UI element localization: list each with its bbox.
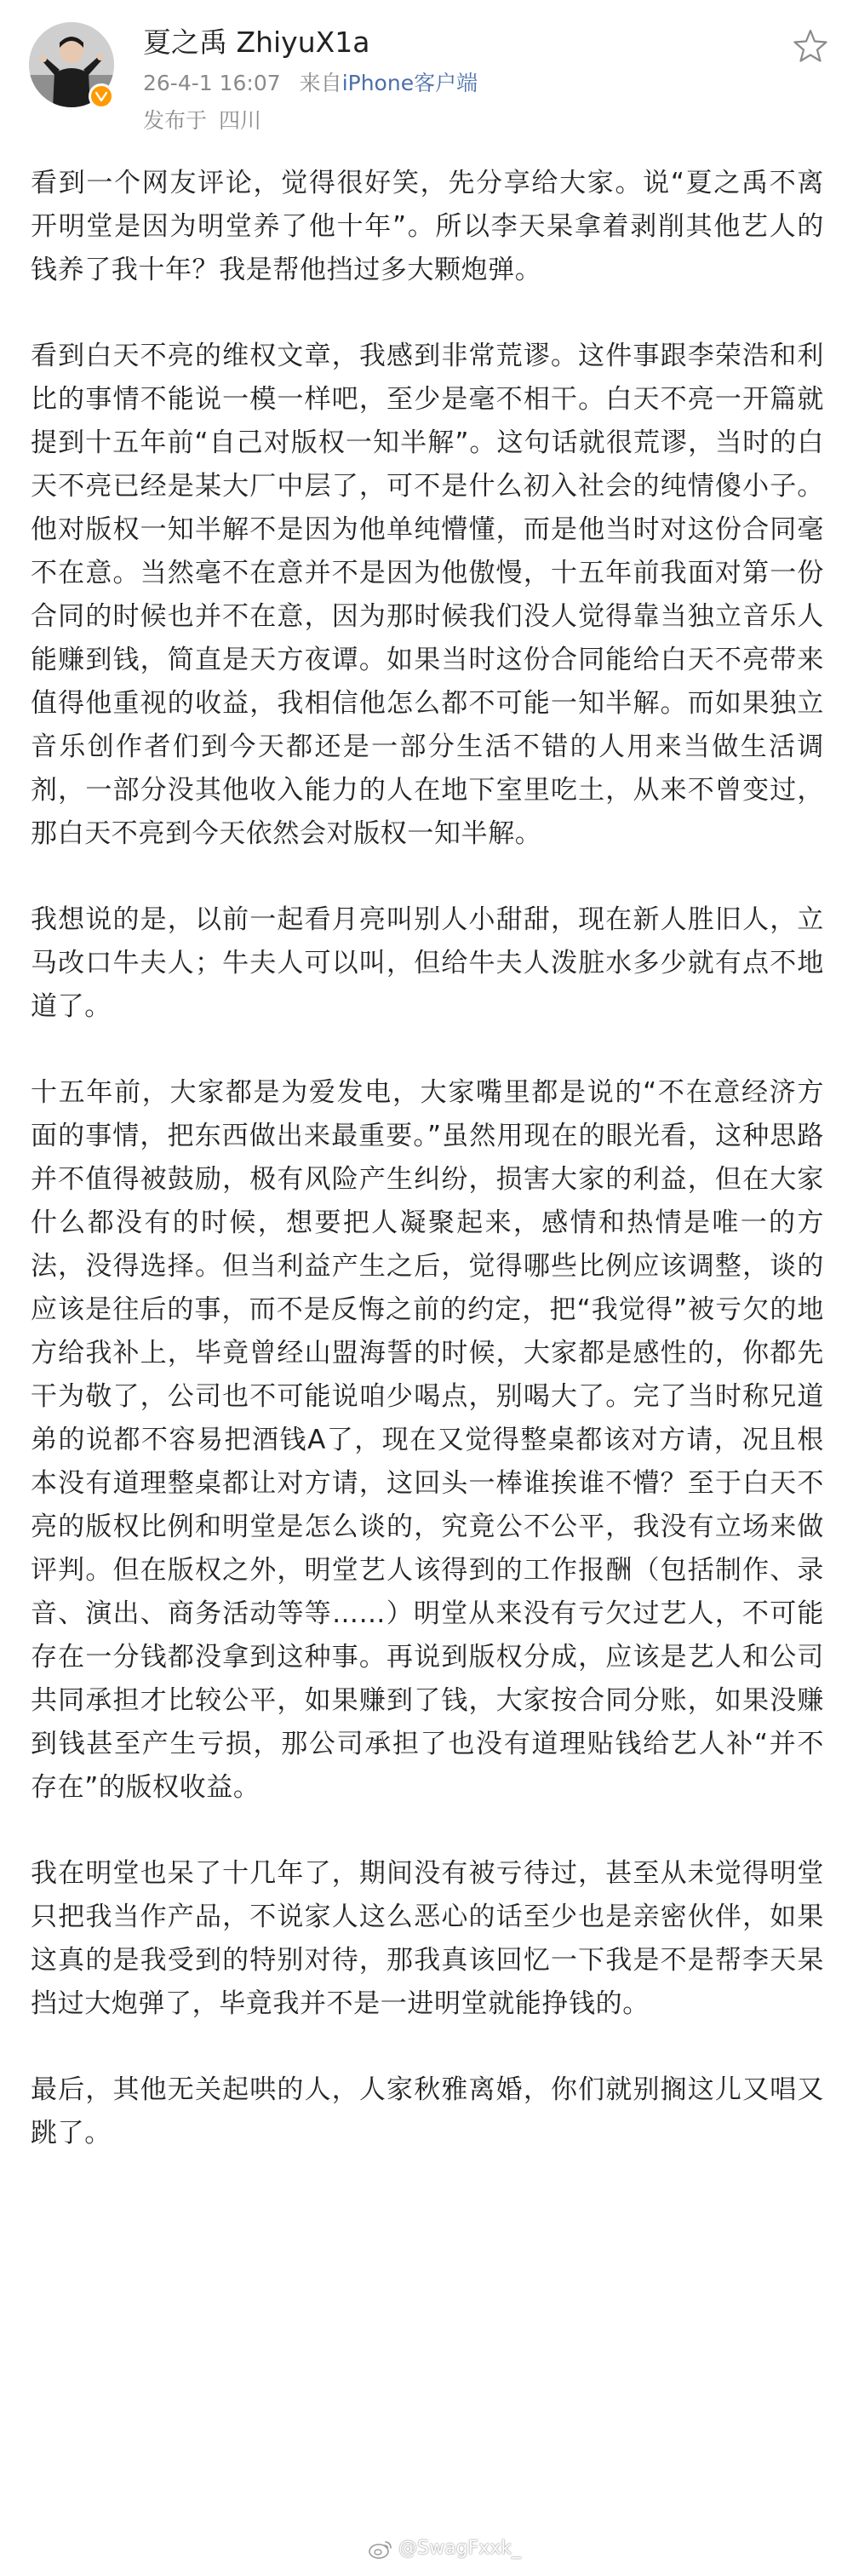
post-paragraph: 十五年前，大家都是为爱发电，大家嘴里都是说的“不在意经济方面的事情，把东西做出来最重要。”虽然用现在的眼光看，这种思路并不值得被鼓励，极有风险产生纠纷，损害大家的利益，但在大家什么都没有的时候，想要把人凝聚起来，感情和热情是唯一的方法，没得选择。但当利益产生之后，觉得哪些比例应该调整，谈的应该是往后的事，而不是反悔之前的约定，把“我觉得”被亏欠的地方给我补上，毕竟曾经山盟海誓的时候，大家都是感性的，你都先干为敬了，公司也不可能说咱少喝点，别喝大了。完了当时称兄道弟的说都不容易把酒钱A了，现在又觉得整桌都该对方请，况且根本没有道理整桌都让对方请，这回头一棒谁挨谁不懵？至于白天不亮的版权比例和明堂是怎么谈的，究竟公不公平，我没有立场来做评判。但在版权之外，明堂艺人该得到的工作报酬（包括制作、录音、演出、商务活动等等……）明堂从来没有亏欠过艺人，不可能存在一分钱都没拿到这种事。再说到版权分成，应该是艺人和公司共同承担才比较公平，如果赚到了钱，大家按合同分账，如果没赚到钱甚至产生亏损，那公司承担了也没有道理贴钱给艺人补“并不存在”的版权收益。	[31, 1077, 824, 1803]
star-outline-icon[interactable]	[792, 27, 829, 65]
post-meta	[143, 70, 478, 97]
source-link[interactable]: iPhone客户端	[341, 71, 478, 95]
watermark	[368, 2536, 521, 2562]
post-paragraph: 最后，其他无关起哄的人，人家秋雅离婚，你们就别搁这儿又唱又跳了。	[31, 2074, 824, 2149]
author-name[interactable]: 夏之禹 ZhiyuX1a	[143, 26, 370, 59]
watermark-text: @SwagFxxk_	[398, 2538, 521, 2559]
post-timestamp: 26-4-1 16:07	[143, 71, 281, 95]
location-value: 四川	[219, 108, 262, 133]
post-paragraph: 我想说的是，以前一起看月亮叫别人小甜甜，现在新人胜旧人，立马改口牛夫人；牛夫人可以叫，但给牛夫人泼脏水多少就有点不地道了。	[31, 904, 824, 1022]
post-paragraph: 我在明堂也呆了十几年了，期间没有被亏待过，甚至从未觉得明堂只把我当作产品，不说家人这么恶心的话至少也是亲密伙伴，如果这真的是我受到的特别对待，那我真该回忆一下我是不是帮李天杲挡过大炮弹了，毕竟我并不是一进明堂就能挣钱的。	[31, 1858, 824, 2019]
post-header	[0, 0, 853, 162]
source-prefix: 来自	[299, 71, 342, 95]
post-paragraph: 看到白天不亮的维权文章，我感到非常荒谬。这件事跟李荣浩和利比的事情不能说一模一样吧，至少是毫不相干。白天不亮一开篇就提到十五年前“自己对版权一知半解”。这句话就很荒谬，当时的白天不亮已经是某大厂中层了，可不是什么初入社会的纯情傻小子。他对版权一知半解不是因为他单纯懵懂，而是他当时对这份合同毫不在意。当然毫不在意并不是因为他傲慢，十五年前我面对第一份合同的时候也并不在意，因为那时候我们没人觉得靠当独立音乐人能赚到钱，简直是天方夜谭。如果当时这份合同能给白天不亮带来值得他重视的收益，我相信他怎么都不可能一知半解。而如果独立音乐创作者们到今天都还是一部分生活不错的人用来当做生活调剂，一部分没其他收入能力的人在地下室里吃土，从来不曾变过，那白天不亮到今天依然会对版权一知半解。	[31, 341, 824, 849]
post-body	[31, 162, 824, 2198]
location-label: 发布于	[143, 108, 208, 133]
weibo-logo-icon	[368, 2538, 393, 2560]
verified-v-icon	[89, 83, 114, 109]
post-location	[143, 107, 261, 135]
post-paragraph: 看到一个网友评论，觉得很好笑，先分享给大家。说“夏之禹不离开明堂是因为明堂养了他十年”。所以李天杲拿着剥削其他艺人的钱养了我十年？我是帮他挡过多大颗炮弹。	[31, 168, 824, 285]
